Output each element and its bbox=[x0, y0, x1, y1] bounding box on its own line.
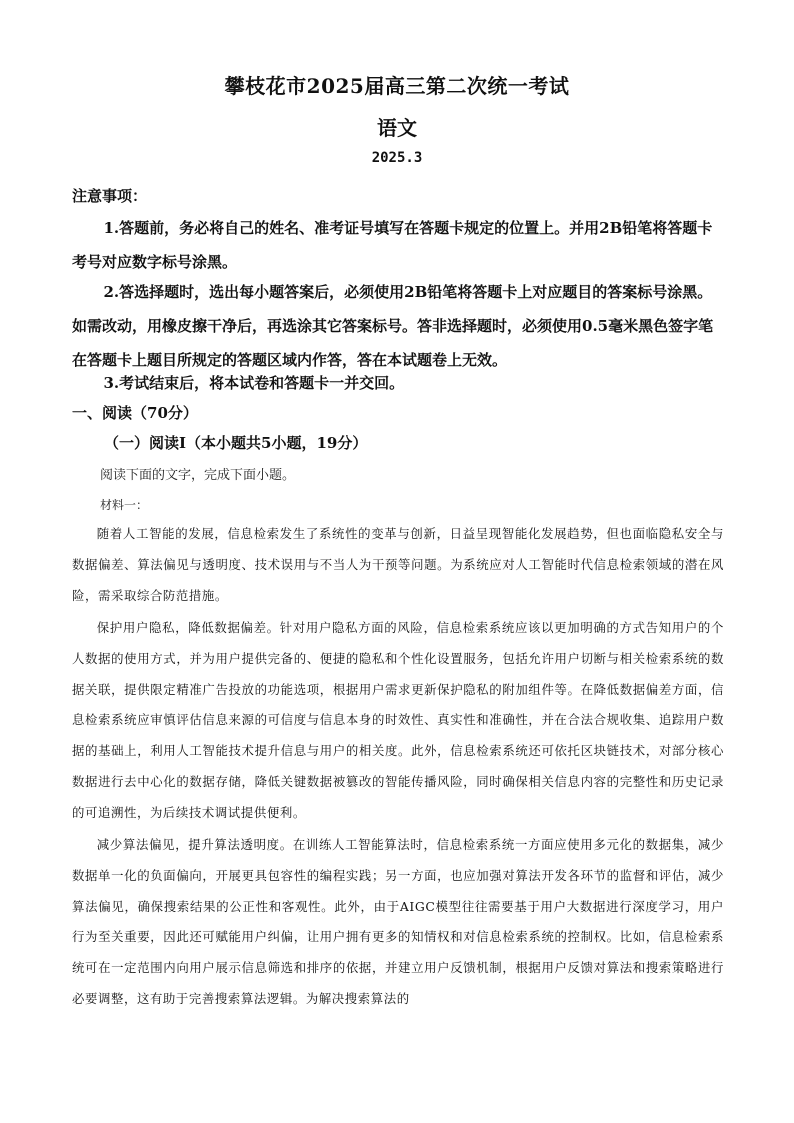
notice-item-3: 3.考试结束后，将本试卷和答题卡一并交回。 bbox=[103, 374, 405, 392]
reading-instruction: 阅读下面的文字，完成下面小题。 bbox=[100, 468, 296, 483]
notice-item-1: 1.答题前，务必将自己的姓名、准考证号填写在答题卡规定的位置上。并用2B铅笔将答题卡考号对应数字标号涂黑。 bbox=[72, 219, 713, 271]
exam-title: 攀枝花市2025届高三第二次统一考试 bbox=[224, 74, 570, 98]
material-label: 材料一： bbox=[100, 498, 149, 512]
section-title: 一、阅读（70分） bbox=[72, 404, 198, 422]
section-subtitle: （一）阅读Ⅰ（本小题共5小题，19分） bbox=[104, 434, 368, 452]
paragraph-1: 随着人工智能的发展，信息检索发生了系统性的变革与创新，日益呈现智能化发展趋势，但也面临隐私安全与数据偏差、算法偏见与透明度、技术误用与不当人为干预等问题。为系统应对人工智能时代信息检索领域的潜在风险，需采取综合防范措施。 bbox=[72, 526, 724, 603]
notice-heading: 注意事项： bbox=[72, 187, 148, 205]
paragraph-2: 保护用户隐私，降低数据偏差。针对用户隐私方面的风险，信息检索系统应该以更加明确的方式告知用户的个人数据的使用方式，并为用户提供完备的、便捷的隐私和个性化设置服务，包括允许用户切断与相关检索系统的数据关联，提供限定精准广告投放的功能选项，根据用户需求更新保护隐私的附加组件等。在降低数据偏差方面，信息检索系统应审慎评估信息来源的可信度与信息本身的时效性、真实性和准确性，并在合法合规收集、追踪用户数据的基础上，利用人工智能技术提升信息与用户的相关度。此外，信息检索系统还可依托区块链技术，对部分核心数据进行去中心化的数据存储，降低关键数据被篡改的智能传播风险，同时确保相关信息内容的完整性和历史记录的可追溯性，为后续技术调试提供便利。 bbox=[72, 620, 724, 820]
subject-title: 语文 bbox=[377, 116, 417, 140]
exam-date: 2025.3 bbox=[371, 150, 423, 166]
notice-item-2: 2.答选择题时，选出每小题答案后，必须使用2B铅笔将答题卡上对应题目的答案标号涂黑。如需改动，用橡皮擦干净后，再选涂其它答案标号。答非选择题时，必须使用0.5毫米黑色签字笔在答题卡上题目所规定的答题区域内作答，答在本试题卷上无效。 bbox=[72, 283, 714, 369]
paragraph-3: 减少算法偏见，提升算法透明度。在训练人工智能算法时，信息检索系统一方面应使用多元化的数据集，减少数据单一化的负面偏向，开展更具包容性的编程实践；另一方面，也应加强对算法开发各环节的监督和评估，减少算法偏见，确保搜索结果的公正性和客观性。此外，由于AIGC模型往往需要基于用户大数据进行深度学习，用户行为至关重要，因此还可赋能用户纠偏，让用户拥有更多的知情权和对信息检索系统的控制权。比如，信息检索系统可在一定范围内向用户展示信息筛选和排序的依据，并建立用户反馈机制，根据用户反馈对算法和搜索策略进行必要调整，这有助于完善搜索算法逻辑。为解决搜索算法的 bbox=[72, 837, 724, 1006]
